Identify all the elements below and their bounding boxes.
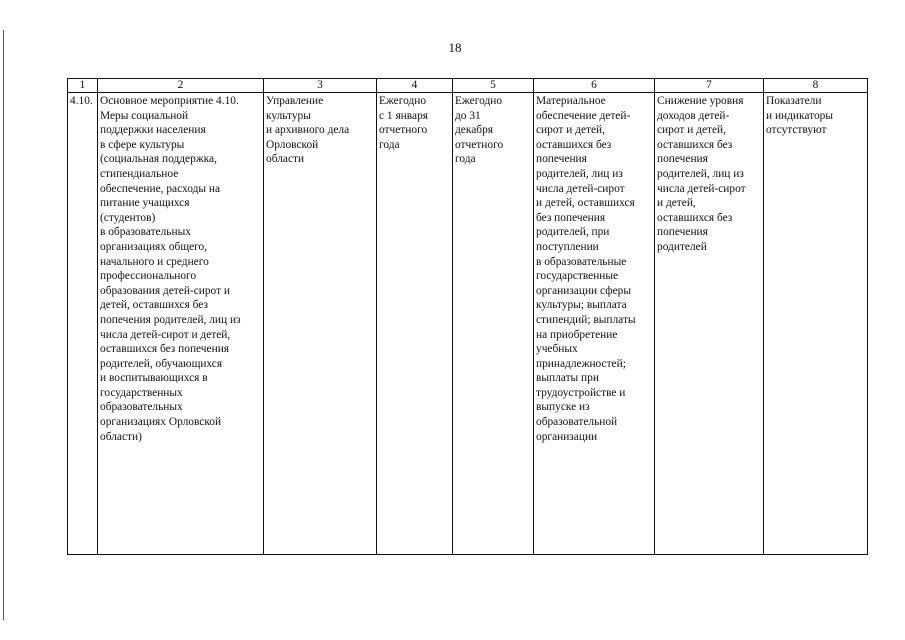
header-row — [68, 79, 868, 93]
header-col-4: 4 — [377, 79, 453, 93]
header-col-8: 8 — [764, 79, 868, 93]
result-cell: Снижение уровня доходов детей- сирот и детей, оставшихся без попечения родителей, лиц из числа детей-сирот и детей, оставшихся без попечения родителей — [655, 93, 764, 555]
content-cell: Материальное обеспечение детей- сирот и детей, оставшихся без попечения родителей, лиц из числа детей-сирот и детей, оставшихся без попечения родителей, при поступлении в образовательные государственные организации сферы культуры; выплата стипендий; выплаты на приобретение учебных принадлежностей; выплаты при трудоустройстве и выпуске из образовательной организации — [534, 93, 655, 555]
row-number: 4.10. — [68, 93, 98, 555]
start-date-cell: Ежегодно с 1 января отчетного года — [377, 93, 453, 555]
header-col-2: 2 — [98, 79, 264, 93]
header-col-3: 3 — [264, 79, 377, 93]
header-col-1: 1 — [68, 79, 98, 93]
page-edge-line — [3, 30, 4, 620]
table-row — [68, 93, 868, 555]
measure-cell: Основное мероприятие 4.10. Меры социальной поддержки населения в сфере культуры (социальная поддержка, стипендиальное обеспечение, расходы на питание учащихся (студентов) в образовательных организациях общего, начального и среднего профессионального образования детей-сирот и детей, оставшихся без попечения родителей, лиц из числа детей-сирот и детей, оставшихся без попечения родителей, обучающихся и воспитывающихся в государственных образовательных организациях Орловской области) — [98, 93, 264, 555]
indicators-cell: Показатели и индикаторы отсутствуют — [764, 93, 868, 555]
header-col-6: 6 — [534, 79, 655, 93]
end-date-cell: Ежегодно до 31 декабря отчетного года — [453, 93, 534, 555]
header-col-5: 5 — [453, 79, 534, 93]
header-col-7: 7 — [655, 79, 764, 93]
executor-cell: Управление культуры и архивного дела Орловской области — [264, 93, 377, 555]
program-table — [67, 78, 868, 555]
page-number: 18 — [448, 40, 462, 55]
